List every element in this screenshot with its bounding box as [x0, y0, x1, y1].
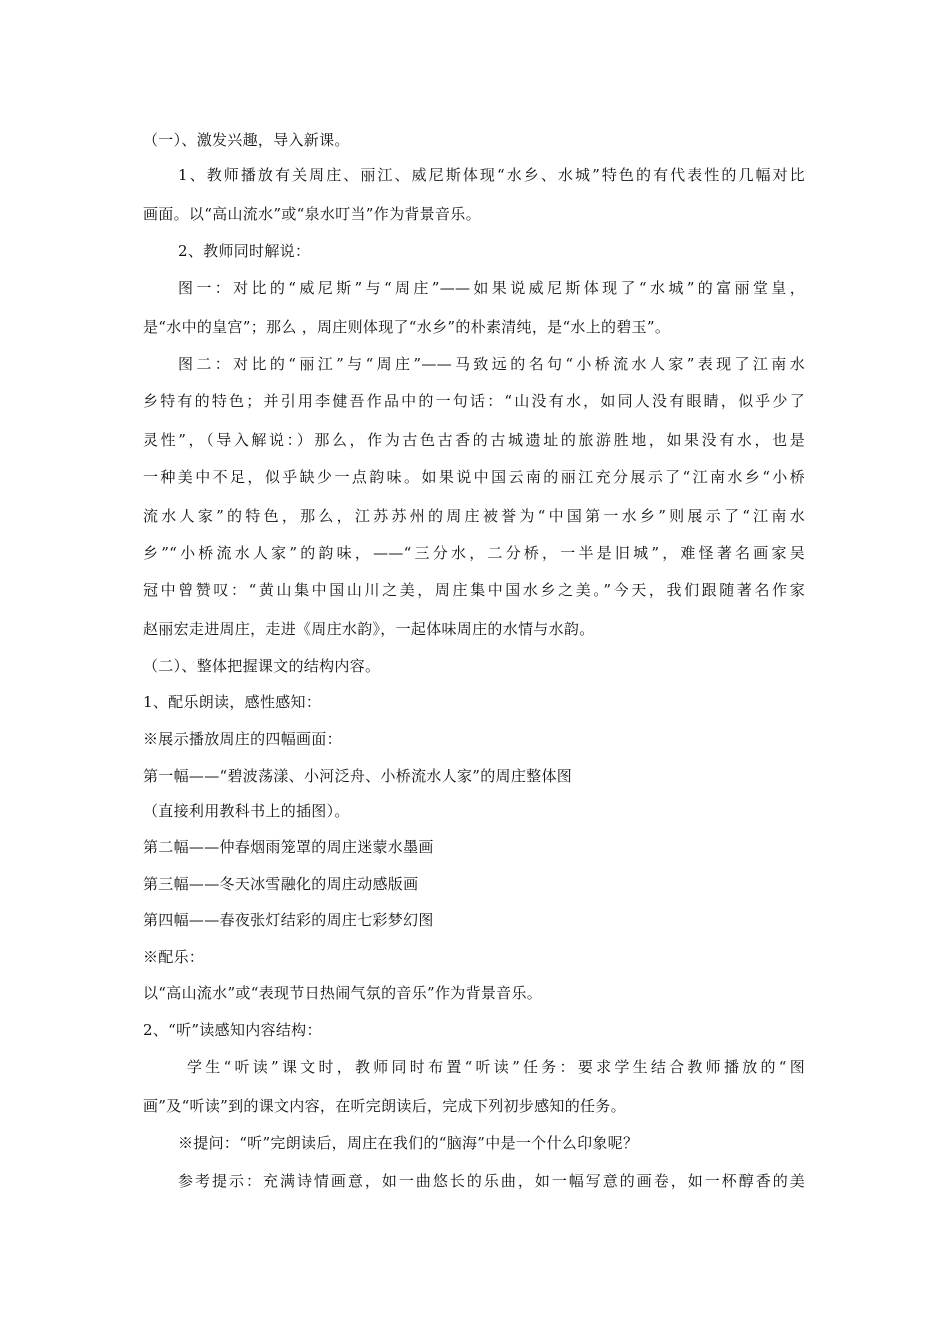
- paragraph-line: ※展示播放周庄的四幅画面：: [143, 730, 342, 748]
- section-heading-1: （一）、激发兴趣，导入新课。: [143, 131, 350, 149]
- paragraph-line: 赵丽宏走进周庄，走进《周庄水韵》，一起体味周庄的水情与水韵。: [143, 620, 595, 638]
- paragraph-line: 乡特有的特色；并引用李健吾作品中的一句话：“山没有水，如同人没有眼睛，似乎少了: [143, 392, 805, 410]
- list-item: 第三幅——冬天冰雪融化的周庄动感版画: [143, 875, 419, 893]
- list-item: 第四幅——春夜张灯结彩的周庄七彩梦幻图: [143, 911, 434, 929]
- paragraph-line: 图二：对比的“丽江”与“周庄”——马致远的名句“小桥流水人家”表现了江南水: [178, 355, 805, 373]
- paragraph-line: 是“水中的皇宫”；那么 ，周庄则体现了“水乡”的朴素清纯，是“水上的碧玉”。: [143, 318, 671, 336]
- paragraph-line: 灵性”，（导入解说：）那么，作为古色古香的古城遗址的旅游胜地，如果没有水，也是: [143, 431, 805, 449]
- paragraph-line: 2、“听”读感知内容结构：: [143, 1021, 322, 1039]
- paragraph-line: 图一：对比的“威尼斯”与“周庄”——如果说威尼斯体现了“水城”的富丽堂皇，: [178, 279, 805, 297]
- paragraph-line: 流水人家”的特色，那么，江苏苏州的周庄被誉为“中国第一水乡”则展示了“江南水: [143, 507, 805, 525]
- paragraph-line: 学生“听读”课文时，教师同时布置“听读”任务：要求学生结合教师播放的“图: [187, 1058, 805, 1076]
- paragraph-line: 一种美中不足，似乎缺少一点韵味。如果说中国云南的丽江充分展示了“江南水乡“小桥: [143, 468, 805, 486]
- paragraph-line: 1、教师播放有关周庄、丽江、威尼斯体现“水乡、水城”特色的有代表性的几幅对比: [178, 166, 805, 184]
- paragraph-line: （直接利用教科书上的插图）。: [143, 802, 350, 820]
- paragraph-line: ※提问：“听”完朗读后，周庄在我们的“脑海”中是一个什么印象呢？: [178, 1134, 639, 1152]
- paragraph-line: 画”及“听读”到的课文内容，在听完朗读后，完成下列初步感知的任务。: [143, 1097, 626, 1115]
- paragraph-line: 画面。以“高山流水”或“泉水叮当”作为背景音乐。: [143, 205, 481, 223]
- list-item: 第二幅——仲春烟雨笼罩的周庄迷蒙水墨画: [143, 838, 434, 856]
- paragraph-line: 参考提示：充满诗情画意，如一曲悠长的乐曲，如一幅写意的画卷，如一杯醇香的美: [178, 1172, 805, 1190]
- paragraph-line: 2、教师同时解说：: [178, 242, 311, 260]
- paragraph-line: 乡”“小桥流水人家”的韵味，——“三分水，二分桥，一半是旧城”，难怪著名画家吴: [143, 544, 805, 562]
- section-heading-2: （二）、整体把握课文的结构内容。: [143, 657, 381, 675]
- list-item: 第一幅——“碧波荡漾、小河泛舟、小桥流水人家”的周庄整体图: [143, 767, 573, 785]
- paragraph-line: 1、配乐朗读，感性感知：: [143, 693, 322, 711]
- paragraph-line: ※配乐：: [143, 948, 205, 966]
- paragraph-line: 以“高山流水”或“表现节日热闹气氛的音乐”作为背景音乐。: [143, 984, 543, 1002]
- paragraph-line: 冠中曾赞叹：“黄山集中国山川之美，周庄集中国水乡之美。”今天，我们跟随著名作家: [143, 581, 805, 599]
